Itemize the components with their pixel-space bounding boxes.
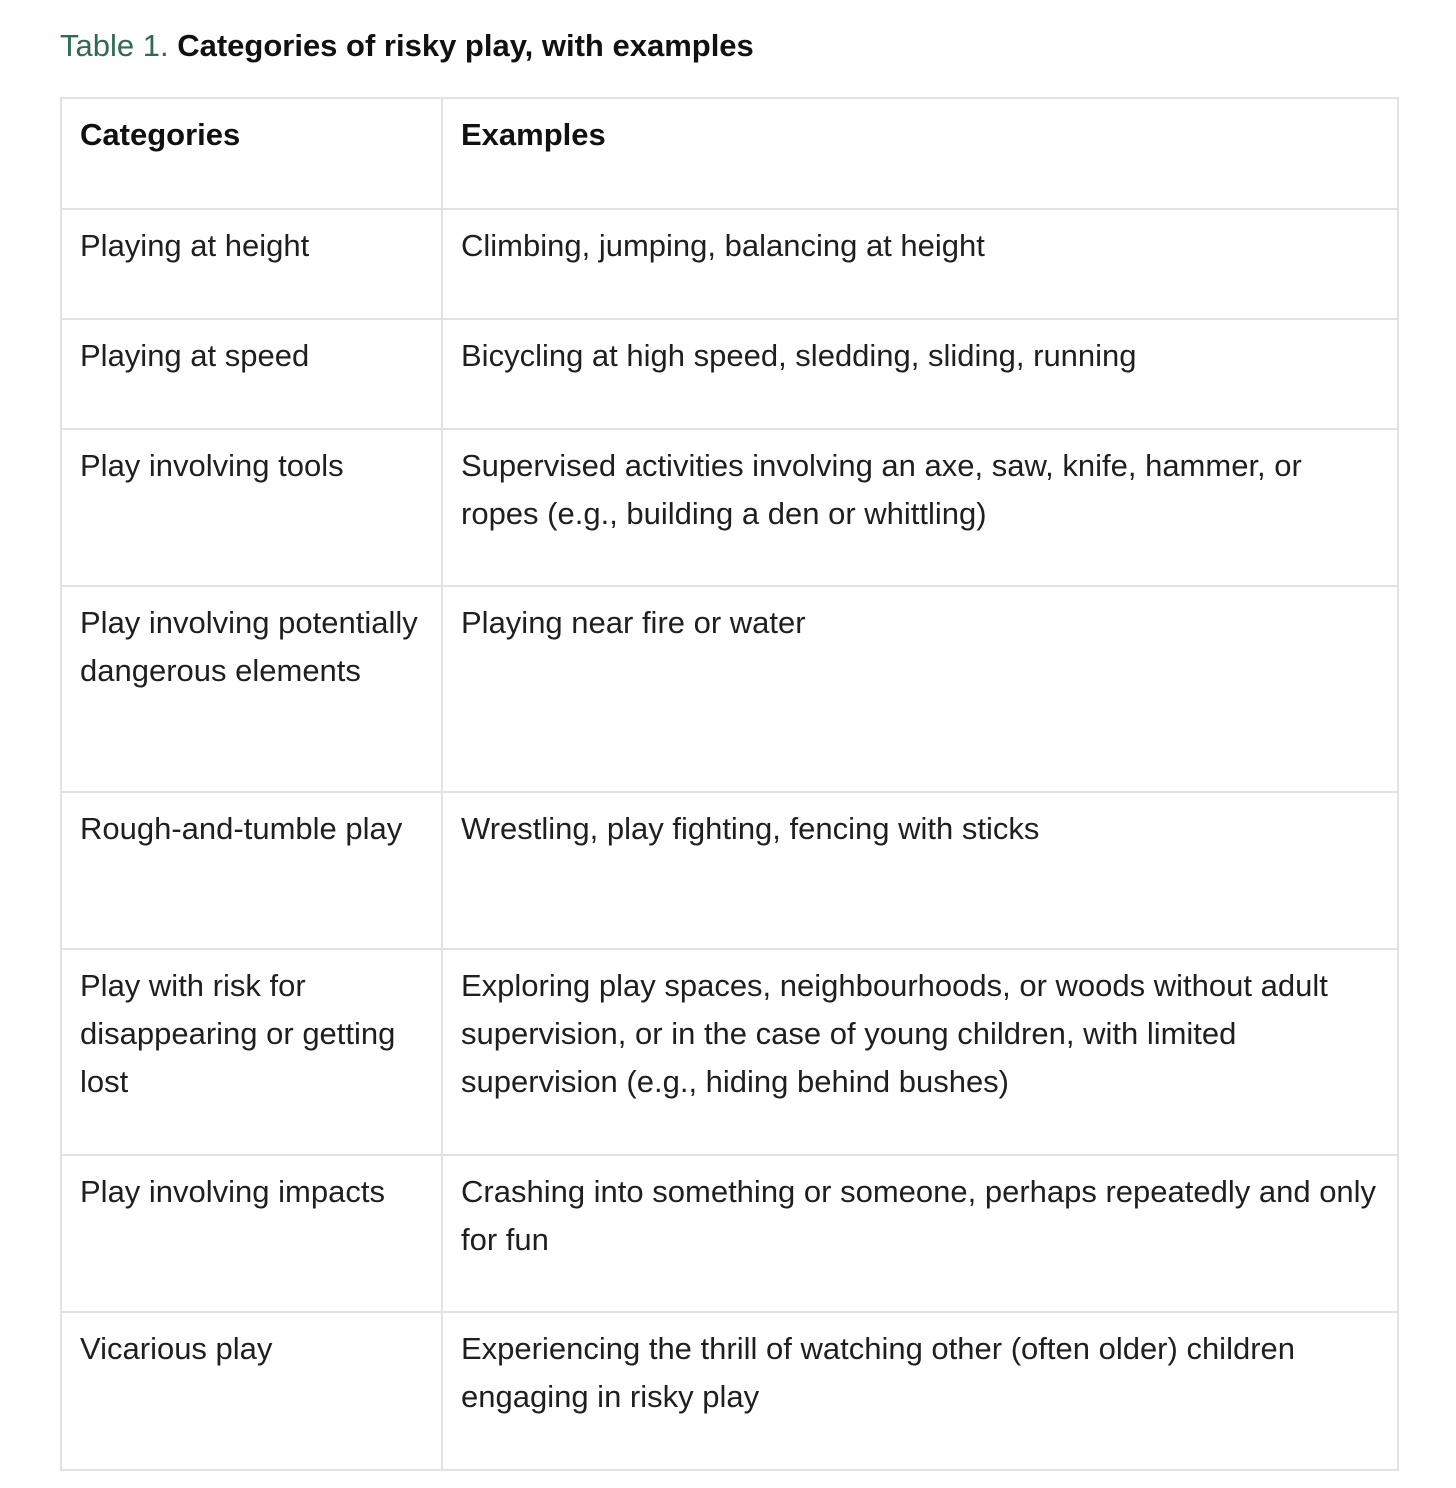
example-cell: Playing near fire or water	[442, 586, 1398, 792]
table-row	[61, 792, 1398, 949]
category-cell: Playing at speed	[61, 319, 442, 429]
table-row	[61, 319, 1398, 429]
example-cell: Climbing, jumping, balancing at height	[442, 209, 1398, 319]
table-row	[61, 209, 1398, 319]
category-cell: Vicarious play	[61, 1312, 442, 1470]
table-row	[61, 429, 1398, 586]
example-cell: Crashing into something or someone, perhaps repeatedly and only for fun	[442, 1155, 1398, 1312]
table-row	[61, 1312, 1398, 1470]
example-cell: Supervised activities involving an axe, saw, knife, hammer, or ropes (e.g., building a den or whittling)	[442, 429, 1398, 586]
table-row	[61, 1155, 1398, 1312]
table-row	[61, 949, 1398, 1155]
table-number: Table 1.	[60, 28, 169, 63]
example-cell: Experiencing the thrill of watching other (often older) children engaging in risky play	[442, 1312, 1398, 1470]
category-cell: Rough-and-tumble play	[61, 792, 442, 949]
table-header-row	[61, 98, 1398, 209]
example-cell: Wrestling, play fighting, fencing with sticks	[442, 792, 1398, 949]
table-row	[61, 586, 1398, 792]
category-cell: Playing at height	[61, 209, 442, 319]
category-cell: Play involving impacts	[61, 1155, 442, 1312]
example-cell: Exploring play spaces, neighbourhoods, or woods without adult supervision, or in the case of young children, with limited supervision (e.g., hiding behind bushes)	[442, 949, 1398, 1155]
example-cell: Bicycling at high speed, sledding, sliding, running	[442, 319, 1398, 429]
risky-play-table	[60, 97, 1399, 1471]
column-header-categories: Categories	[61, 98, 442, 209]
table-caption	[60, 26, 754, 66]
table-title: Categories of risky play, with examples	[177, 28, 754, 63]
category-cell: Play involving tools	[61, 429, 442, 586]
category-cell: Play with risk for disappearing or getting lost	[61, 949, 442, 1155]
category-cell: Play involving potentially dangerous elements	[61, 586, 442, 792]
column-header-examples: Examples	[442, 98, 1398, 209]
